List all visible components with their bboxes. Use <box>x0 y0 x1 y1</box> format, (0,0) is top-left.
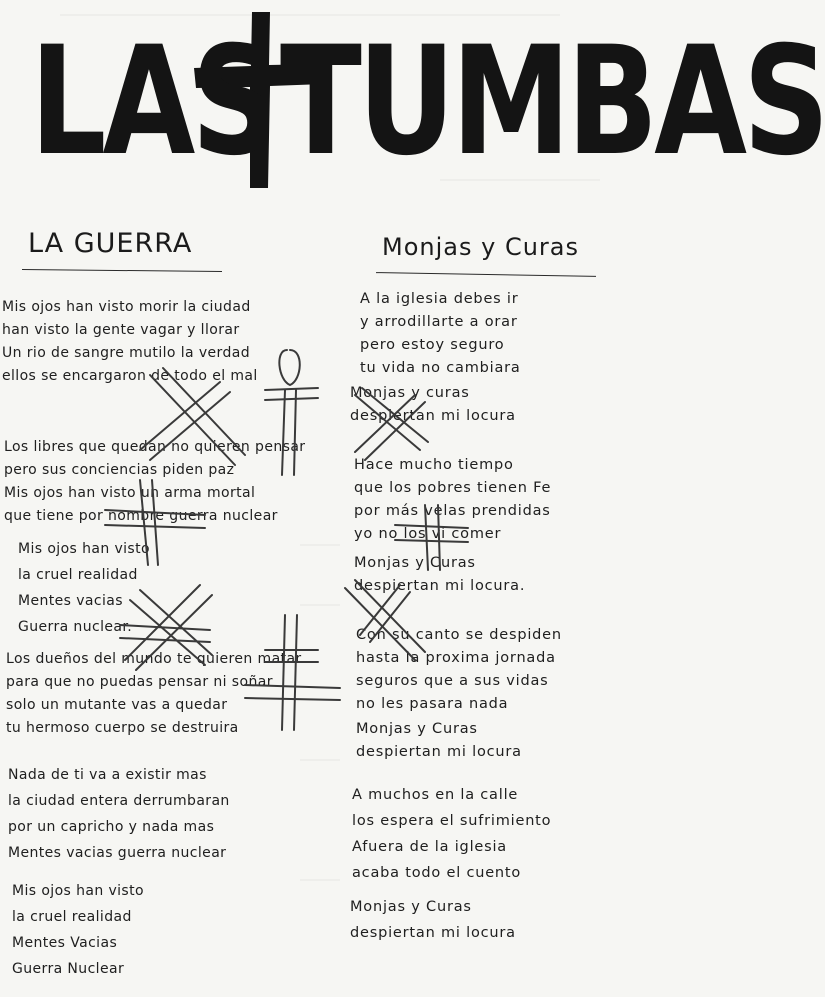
lyric-line: Los libres que quedan no quieren pensar <box>4 439 306 455</box>
left-heading-underline <box>22 269 222 272</box>
lyric-line: que tiene por nombre guerra nuclear <box>4 508 278 524</box>
lyric-line: la ciudad entera derrumbaran <box>8 793 230 809</box>
lyric-line: Monjas y Curas <box>354 555 476 571</box>
lyric-line: no les pasara nada <box>356 696 509 712</box>
lyric-line: Guerra nuclear. <box>18 619 133 635</box>
lyric-line: pero estoy seguro <box>360 337 505 353</box>
lyric-line: Mentes vacias <box>18 593 123 609</box>
left-column-heading: LA GUERRA <box>28 228 193 259</box>
lyric-line: Mis ojos han visto <box>12 883 144 899</box>
lyric-line: Mentes vacias guerra nuclear <box>8 845 227 861</box>
stanza-chorus <box>12 878 144 982</box>
lyric-line: Un rio de sangre mutilo la verdad <box>2 345 251 361</box>
lyric-line: acaba todo el cuento <box>352 865 522 881</box>
lyric-line: Guerra Nuclear <box>12 961 125 977</box>
zine-header <box>0 0 825 205</box>
lyric-line: y arrodillarte a orar <box>360 314 518 330</box>
lyric-line: la cruel realidad <box>12 909 132 925</box>
lyric-line: los espera el sufrimiento <box>352 813 552 829</box>
stanza-chorus <box>18 536 150 640</box>
lyric-line: A muchos en la calle <box>352 787 519 803</box>
lyric-line: por más velas prendidas <box>354 503 551 519</box>
lyric-line: han visto la gente vagar y llorar <box>2 322 240 338</box>
lyric-line: tu vida no cambiara <box>360 360 521 376</box>
lyric-line: despiertan mi locura. <box>354 578 526 594</box>
stanza <box>8 762 230 866</box>
lyric-line: la cruel realidad <box>18 567 138 583</box>
lyric-line: Mis ojos han visto un arma mortal <box>4 485 256 501</box>
lyric-line: Afuera de la iglesia <box>352 839 507 855</box>
lyric-line: por un capricho y nada mas <box>8 819 215 835</box>
lyric-line: Los dueños del mundo te quieren matar <box>6 651 302 667</box>
stanza <box>4 436 305 528</box>
lyric-line: Nada de ti va a existir mas <box>8 767 207 783</box>
lyric-line: A la iglesia debes ir <box>360 291 519 307</box>
lyric-line: despiertan mi locura <box>350 925 516 941</box>
lyric-line: despiertan mi locura <box>356 744 522 760</box>
lyric-line: hasta la proxima jornada <box>356 650 556 666</box>
stanza-chorus <box>350 382 516 428</box>
stanza <box>354 454 551 546</box>
lyric-line: Con su canto se despiden <box>356 627 562 643</box>
right-column-heading: Monjas y Curas <box>382 233 579 261</box>
lyric-line: Mis ojos han visto <box>18 541 150 557</box>
stanza <box>360 288 521 380</box>
stanza-chorus <box>350 894 516 946</box>
right-heading-underline <box>376 272 596 277</box>
lyric-line: seguros que a sus vidas <box>356 673 549 689</box>
lyric-line: para que no puedas pensar ni soñar <box>6 674 273 690</box>
lyric-line: ellos se encargaron de todo el mal <box>2 368 258 384</box>
stanza <box>356 624 562 716</box>
stanza <box>352 782 551 886</box>
title-word-tumbas: TUMBAS <box>280 15 825 190</box>
lyric-line: Mentes Vacias <box>12 935 118 951</box>
title-word-las: LAS <box>30 15 274 190</box>
lyric-line: Hace mucho tiempo <box>354 457 514 473</box>
lyric-line: Monjas y curas <box>350 385 470 401</box>
stanza <box>6 648 302 740</box>
lyric-line: pero sus conciencias piden paz <box>4 462 235 478</box>
stanza-chorus <box>356 718 522 764</box>
stanza-chorus <box>354 552 525 598</box>
lyric-line: tu hermoso cuerpo se destruira <box>6 720 239 736</box>
lyric-line: Mis ojos han visto morir la ciudad <box>2 299 251 315</box>
stanza <box>2 296 258 388</box>
lyric-line: Monjas y Curas <box>356 721 478 737</box>
lyric-line: despiertan mi locura <box>350 408 516 424</box>
lyric-line: yo no los vi comer <box>354 526 502 542</box>
lyric-line: que los pobres tienen Fe <box>354 480 552 496</box>
lyric-line: Monjas y Curas <box>350 899 472 915</box>
lyric-line: solo un mutante vas a quedar <box>6 697 228 713</box>
